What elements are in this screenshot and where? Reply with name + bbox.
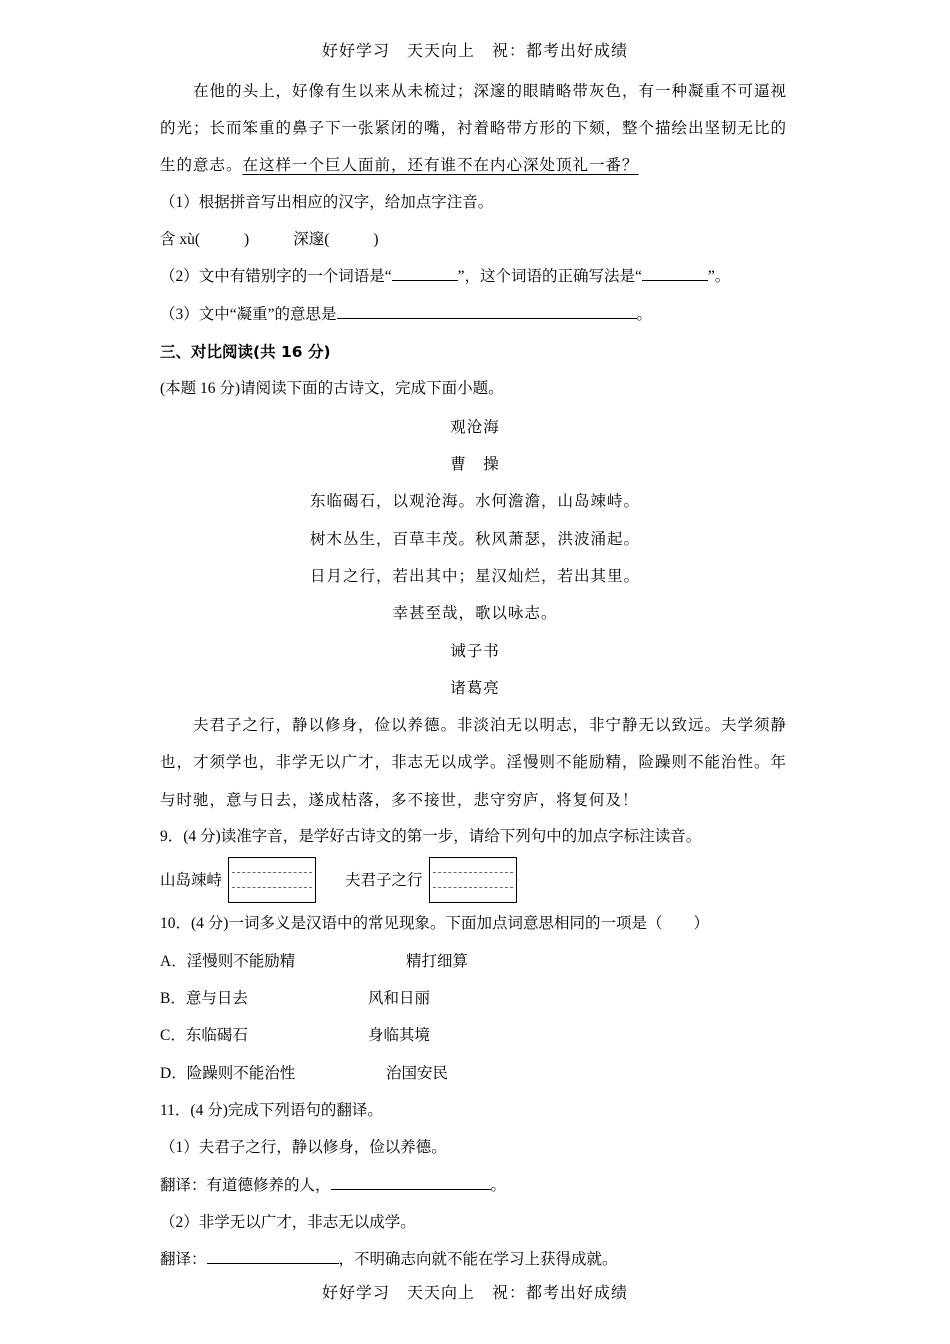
q1-item2: 深邃(: [293, 231, 330, 248]
poem-line-2: 树木丛生，百草丰茂。秋风萧瑟，洪波涌起。: [309, 530, 640, 548]
passage-line-1: 在他的头上，好像有生以来从未梳过；深邃的眼睛略带灰色，有一种凝重不可逼视: [193, 82, 788, 100]
passage-line-3-plain: 生的意志。: [160, 156, 243, 174]
q2-blank-2[interactable]: [642, 266, 708, 281]
q10-option-a[interactable]: A．淫慢则不能励精: [160, 953, 296, 970]
prose-line-1: 夫君子之行，静以修身，俭以养德。非淡泊无以明志，非宁静无以致远。夫学须静: [193, 716, 788, 734]
prose-author: 诸葛亮: [450, 679, 500, 697]
q2-blank-1[interactable]: [392, 266, 458, 281]
q9-answer-box-1[interactable]: [228, 857, 316, 903]
poem-author: 曹 操: [450, 455, 500, 473]
section-3-intro: (本题 16 分)请阅读下面的古诗文，完成下面小题。: [160, 380, 504, 397]
q1-item1: 含 xù(: [160, 231, 201, 248]
q11-blank-2[interactable]: [207, 1249, 339, 1264]
q9-item-1: 山岛竦峙: [160, 872, 223, 889]
poem-line-3: 日月之行，若出其中；星汉灿烂，若出其里。: [309, 567, 640, 585]
q11-prompt: 11．(4 分)完成下列语句的翻译。: [160, 1102, 383, 1119]
q3-prompt: （3）文中“凝重”的意思是 。: [160, 306, 653, 323]
q11-sub-2: （2）非学无以广才，非志无以成学。: [160, 1214, 416, 1231]
q9-item-2: 夫君子之行: [345, 872, 423, 889]
q10-option-c-compare: 身临其境: [368, 1027, 431, 1044]
q9-prompt: 9．(4 分)读准字音，是学好古诗文的第一步，请给下列句中的加点字标注读音。: [160, 828, 702, 845]
poem-line-4: 幸甚至哉，歌以咏志。: [392, 604, 558, 622]
q11-translation-1: 翻译：有道德修养的人， 。: [160, 1177, 507, 1194]
q10-option-d-compare: 治国安民: [386, 1065, 449, 1082]
q10-option-b[interactable]: B．意与日去: [160, 990, 248, 1007]
q11-sub-1: （1）夫君子之行，静以修身，俭以养德。: [160, 1139, 447, 1156]
q1-items: 含 xù( ) 深邃( ): [160, 231, 379, 248]
q2-prompt: （2）文中有错别字的一个词语是“ ”，这个词语的正确写法是“ ”。: [160, 268, 731, 285]
poem-title: 观沧海: [450, 418, 500, 436]
passage-line-2: 的光；长而笨重的鼻子下一张紧闭的嘴，衬着略带方形的下颏，整个描绘出坚韧无比的: [160, 119, 788, 137]
q9-answer-box-2[interactable]: [429, 857, 517, 903]
q11-translation-2: 翻译： ，不明确志向就不能在学习上获得成就。: [160, 1251, 618, 1268]
q3-blank[interactable]: [337, 304, 637, 319]
q10-option-b-compare: 风和日丽: [368, 990, 431, 1007]
prose-line-3: 与时驰，意与日去，遂成枯落，多不接世，悲守穷庐，将复何及！: [160, 791, 639, 809]
section-3-title: 三、对比阅读(共 16 分): [160, 343, 331, 361]
q10-option-d[interactable]: D．险躁则不能治性: [160, 1065, 296, 1082]
page-header: 好好学习 天天向上 祝：都考出好成绩: [321, 41, 628, 60]
page-footer: 好好学习 天天向上 祝：都考出好成绩: [321, 1283, 628, 1302]
q11-blank-1[interactable]: [331, 1175, 491, 1190]
q1-prompt: （1）根据拼音写出相应的汉字，给加点字注音。: [160, 194, 494, 211]
q10-option-a-compare: 精打细算: [406, 953, 469, 970]
q10-option-c[interactable]: C．东临碣石: [160, 1027, 248, 1044]
q10-prompt: 10．(4 分)一词多义是汉语中的常见现象。下面加点词意思相同的一项是（ ）: [160, 915, 709, 932]
poem-line-1: 东临碣石，以观沧海。水何澹澹，山岛竦峙。: [309, 492, 640, 510]
prose-title: 诫子书: [450, 642, 500, 660]
underlined-sentence: 在这样一个巨人面前，还有谁不在内心深处顶礼一番？: [242, 156, 639, 174]
prose-line-2: 也，才须学也，非学无以广才，非志无以成学。淫慢则不能励精，险躁则不能治性。年: [160, 753, 788, 771]
passage-line-3: [160, 154, 790, 176]
